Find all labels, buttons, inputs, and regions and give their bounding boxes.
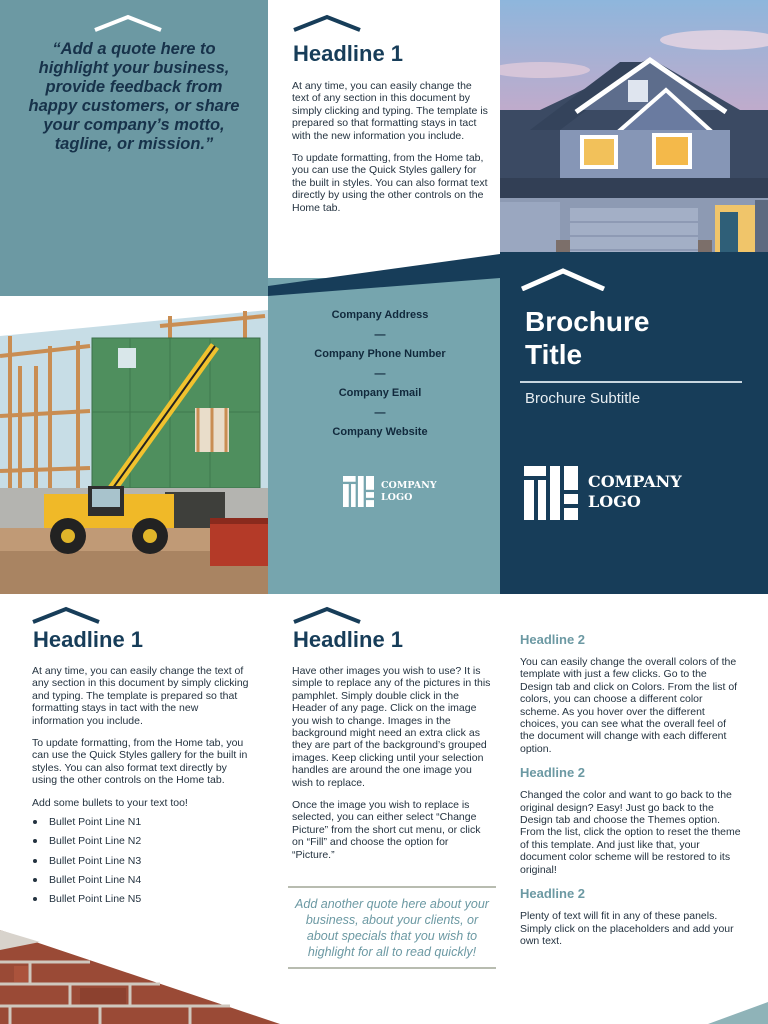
paragraph: At any time, you can easily change the text of any section in this document by simply clicking and typing. The template is prepared so that formatting stays in tact with the new information you include. (32, 665, 249, 727)
list-item: Bullet Point Line N2 (32, 835, 232, 847)
paragraph: Have other images you wish to use? It is simple to replace any of the pictures in this pamphlet. Simply double click in the Header of any page. Click on the image you wish to change. Images in the background might need an extra click as they are part of the background’s grouped images. Keep clicking until your selection handles are around the one image you wish to replace. (292, 665, 491, 789)
company-email: Company Email (338, 387, 422, 399)
logo-line: COMPANY (588, 472, 682, 491)
contact-panel-edge (268, 250, 500, 300)
top-middle-body (292, 80, 490, 224)
bullet-list (32, 816, 232, 912)
roof-chevron-icon (31, 606, 101, 624)
list-item: Bullet Point Line N1 (32, 816, 232, 828)
contact-info (280, 306, 480, 443)
paragraph: Changed the color and want to go back to the original design? Easy! Just go back to the Design tab and choose the Themes option. From the list, click the option to reset the theme of this template. And just like that, your document color scheme will be restored to its original! (520, 789, 741, 876)
headline-top-middle: Headline 1 (293, 41, 404, 66)
paragraph: At any time, you can easily change the text of any section in this document by simply clicking and typing. The template is prepared so that formatting stays in tact with the new information you include. (292, 80, 488, 142)
separator: — (374, 406, 386, 419)
separator: — (374, 328, 386, 341)
logo-line: COMPANY (381, 480, 437, 491)
cover-panel (500, 252, 768, 594)
company-logo-icon (524, 466, 578, 520)
paragraph: Plenty of text will fit in any of these panels. Simply click on the placeholders and add your own text. (520, 910, 734, 947)
brick-wall-photo (0, 930, 280, 1024)
pull-quote: Add another quote here about your business, about your clients, or about specials that you wish to highlight for all to read quickly! (288, 886, 496, 969)
paragraph: You can easily change the overall colors of the template with just a few clicks. Go to the Design tab and click on Colors. From the list of colors, you can choose a different color scheme. As you hover over the different choices, you can see what the overall feel of the document will change with each different option. (520, 656, 738, 755)
title-line: Brochure (525, 306, 650, 337)
logo-line: LOGO (588, 492, 641, 511)
roof-chevron-icon (93, 14, 163, 32)
separator: — (374, 367, 386, 380)
company-website: Company Website (332, 426, 428, 438)
company-logo-text (588, 472, 682, 512)
construction-photo (0, 296, 268, 594)
headline-2: Headline 2 (520, 886, 586, 902)
title-line: Title (525, 339, 583, 370)
bottom-middle-body (292, 665, 492, 871)
bottom-left-body (32, 665, 252, 819)
paragraph: Add some bullets to your text too! (32, 796, 188, 809)
headline-2: Headline 2 (520, 632, 586, 647)
roof-chevron-icon (292, 606, 362, 624)
list-item: Bullet Point Line N4 (32, 874, 232, 886)
house-photo (500, 0, 768, 292)
company-logo-text (381, 480, 437, 504)
roof-chevron-icon (292, 14, 362, 32)
customer-quote: “Add a quote here to highlight your business, provide feedback from happy customers, or share your company’s motto, tagline, or mission.” (28, 40, 240, 153)
brochure-title (525, 305, 745, 371)
paragraph: To update formatting, from the Home tab, you can use the Quick Styles gallery for the built in styles. You can also format text directly by using the other controls on the Home tab. (32, 737, 248, 787)
company-phone: Company Phone Number (314, 348, 446, 360)
company-address: Company Address (331, 309, 429, 321)
bottom-right-column (520, 632, 742, 947)
logo-line: LOGO (381, 492, 413, 503)
headline-bottom-middle: Headline 1 (293, 627, 404, 652)
paragraph: Once the image you wish to replace is selected, you can either select “Change Picture” from the short cut menu, or click on “Fill” and choose the option for “Picture.” (292, 799, 481, 861)
list-item: Bullet Point Line N5 (32, 893, 232, 905)
paragraph: To update formatting, from the Home tab, you can use the Quick Styles gallery for the built in styles. You can also format text directly by using the other controls on the Home tab. (292, 152, 488, 214)
roof-chevron-icon (520, 267, 606, 291)
company-logo-icon (343, 476, 374, 507)
headline-2: Headline 2 (520, 765, 586, 781)
brochure-subtitle: Brochure Subtitle (525, 390, 641, 407)
list-item: Bullet Point Line N3 (32, 855, 232, 867)
corner-accent (708, 1002, 768, 1024)
headline-bottom-left: Headline 1 (33, 627, 144, 652)
title-divider (520, 381, 742, 383)
